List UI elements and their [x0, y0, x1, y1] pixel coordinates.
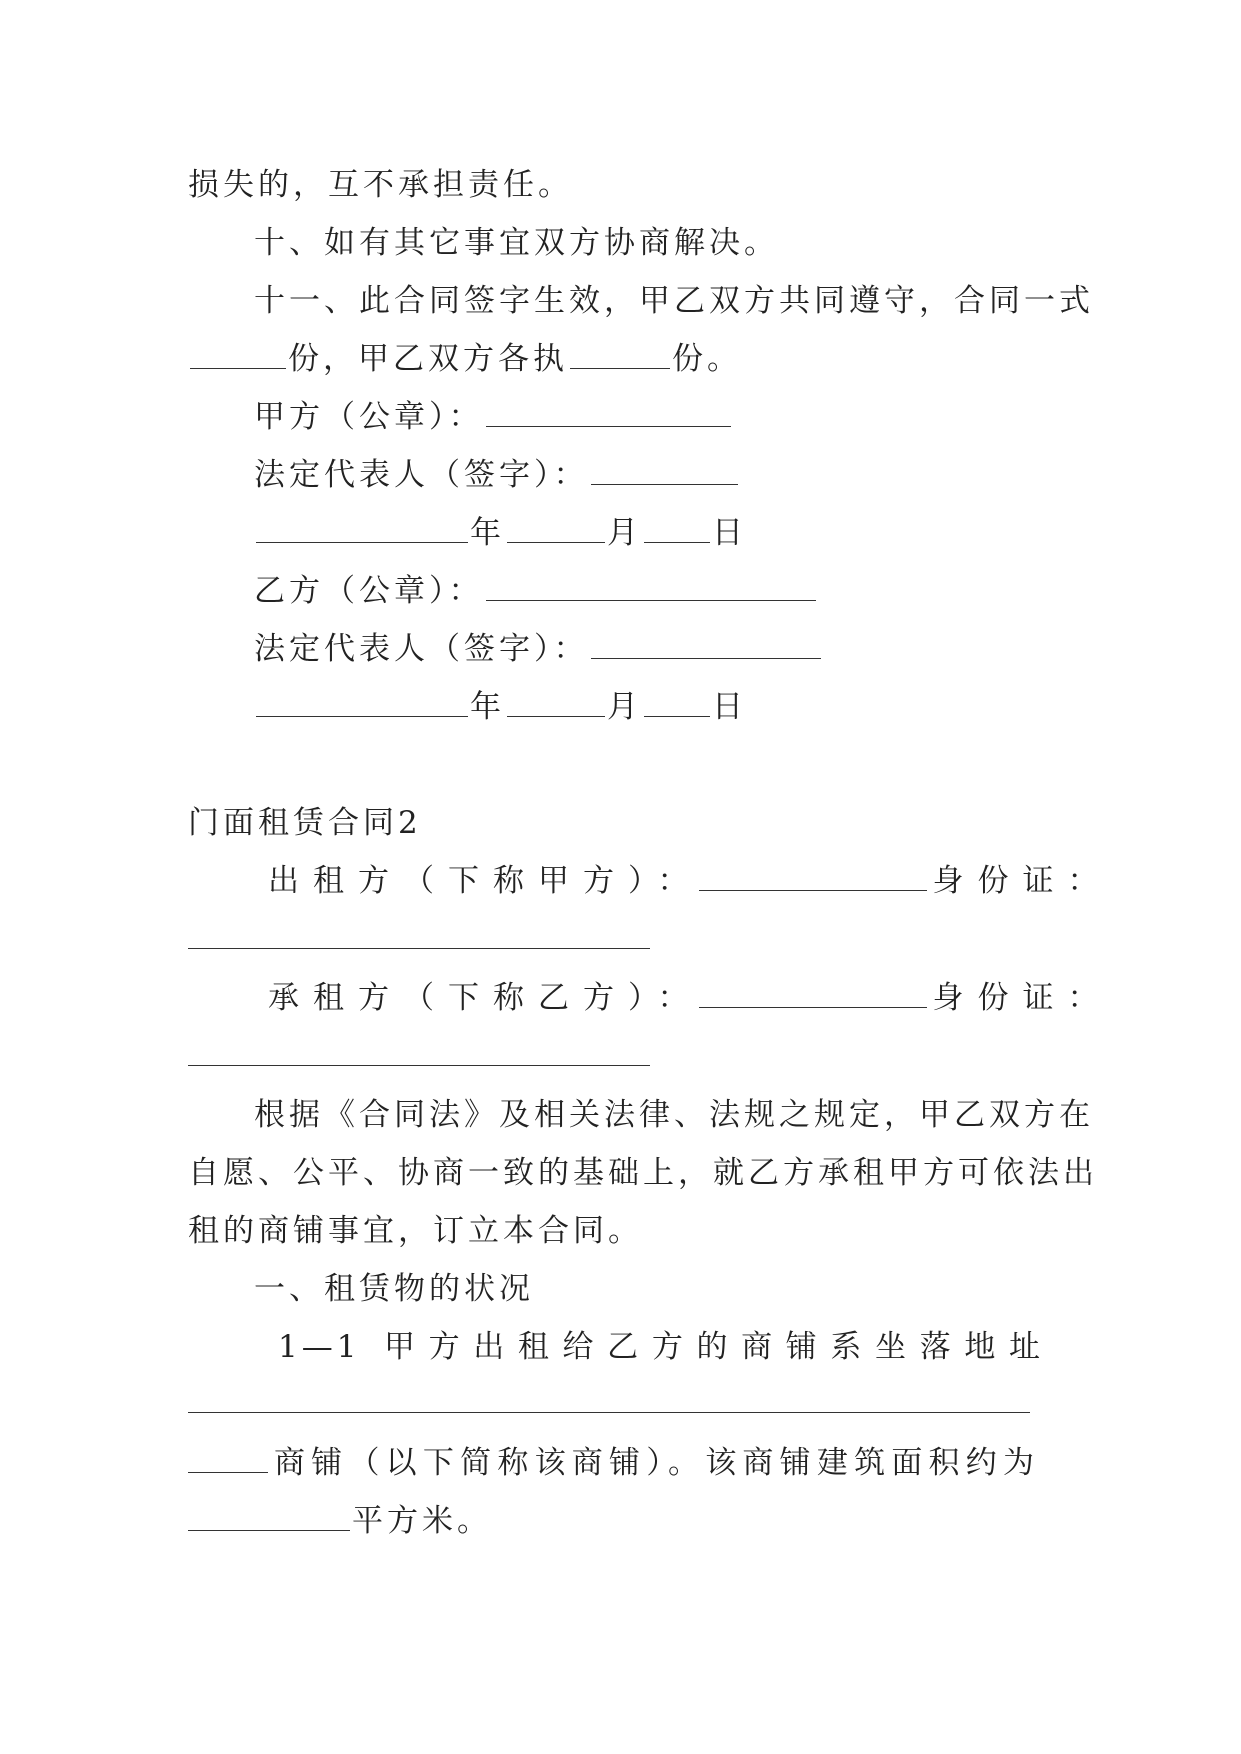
section-1-heading: 一、租赁物的状况 [254, 1271, 534, 1307]
lessor-label: 出租方（下称甲方）： [268, 863, 703, 899]
clause-11-cont [188, 339, 742, 379]
party-b-seal-blank [486, 574, 816, 601]
party-b-month-label: 月 [607, 689, 642, 725]
party-b-day-blank [644, 690, 710, 717]
party-a-year-blank [256, 516, 468, 543]
preamble-line-2: 自愿、公平、协商一致的基础上，就乙方承租甲方可依法出 [188, 1155, 1098, 1191]
lessor-id-label: 身份证： [932, 863, 1113, 899]
lessee-name-blank [699, 981, 927, 1008]
clause-1-1: 1—1 甲方出租给乙方的商铺系坐落地址 [278, 1329, 1044, 1365]
party-a-rep-blank [591, 458, 738, 485]
party-b-day-label: 日 [712, 689, 747, 725]
lessee-line [268, 978, 1113, 1018]
party-a-month-label: 月 [607, 515, 642, 551]
party-a-month-blank [507, 516, 605, 543]
party-a-day-blank [644, 516, 710, 543]
lessee-id-label: 身份证： [932, 980, 1113, 1016]
party-b-year-label: 年 [470, 689, 505, 725]
area-blank [188, 1504, 350, 1531]
party-a-rep-line [254, 455, 740, 495]
lessor-line [268, 861, 1113, 901]
area-unit: 平方米。 [352, 1503, 492, 1539]
party-b-rep-blank [591, 632, 821, 659]
lessee-id-blank [188, 1065, 650, 1066]
party-b-year-blank [256, 690, 468, 717]
clause-11: 十一、此合同签字生效，甲乙双方共同遵守，合同一式 [254, 283, 1094, 319]
party-b-rep-label: 法定代表人（签字）： [254, 631, 589, 667]
shop-text: 商铺（以下简称该商铺）。该商铺建筑面积约为 [274, 1445, 1038, 1481]
party-b-date-line [254, 687, 747, 727]
copies-each-blank [570, 342, 670, 369]
party-a-year-label: 年 [470, 515, 505, 551]
party-b-seal-label: 乙方（公章）： [254, 573, 484, 609]
preamble-line-3: 租的商铺事宜，订立本合同。 [188, 1213, 643, 1249]
clause-10: 十、如有其它事宜双方协商解决。 [254, 225, 779, 261]
party-a-date-line [254, 513, 747, 553]
copies-end: 份。 [672, 341, 742, 377]
preamble-line-1: 根据《合同法》及相关法律、法规之规定，甲乙双方在 [254, 1097, 1094, 1133]
party-a-rep-label: 法定代表人（签字）： [254, 457, 589, 493]
copies-total-blank [190, 342, 286, 369]
area-line [188, 1501, 492, 1541]
party-b-seal-line [254, 571, 818, 611]
copies-text: 份，甲乙双方各执 [288, 341, 568, 377]
clause-1-1-cont [188, 1443, 1044, 1483]
lessor-id-blank [188, 948, 650, 949]
party-b-month-blank [507, 690, 605, 717]
party-a-seal-line [254, 397, 733, 437]
party-a-seal-blank [486, 400, 731, 427]
party-a-seal-label: 甲方（公章）： [254, 399, 484, 435]
party-b-rep-line [254, 629, 823, 669]
lessor-name-blank [699, 864, 927, 891]
shop-blank [188, 1446, 268, 1473]
address-blank [188, 1412, 1030, 1413]
lessee-label: 承租方（下称乙方）： [268, 980, 703, 1016]
contract-2-title: 门面租赁合同2 [188, 805, 422, 841]
text-line-1: 损失的，互不承担责任。 [188, 167, 573, 203]
party-a-day-label: 日 [712, 515, 747, 551]
